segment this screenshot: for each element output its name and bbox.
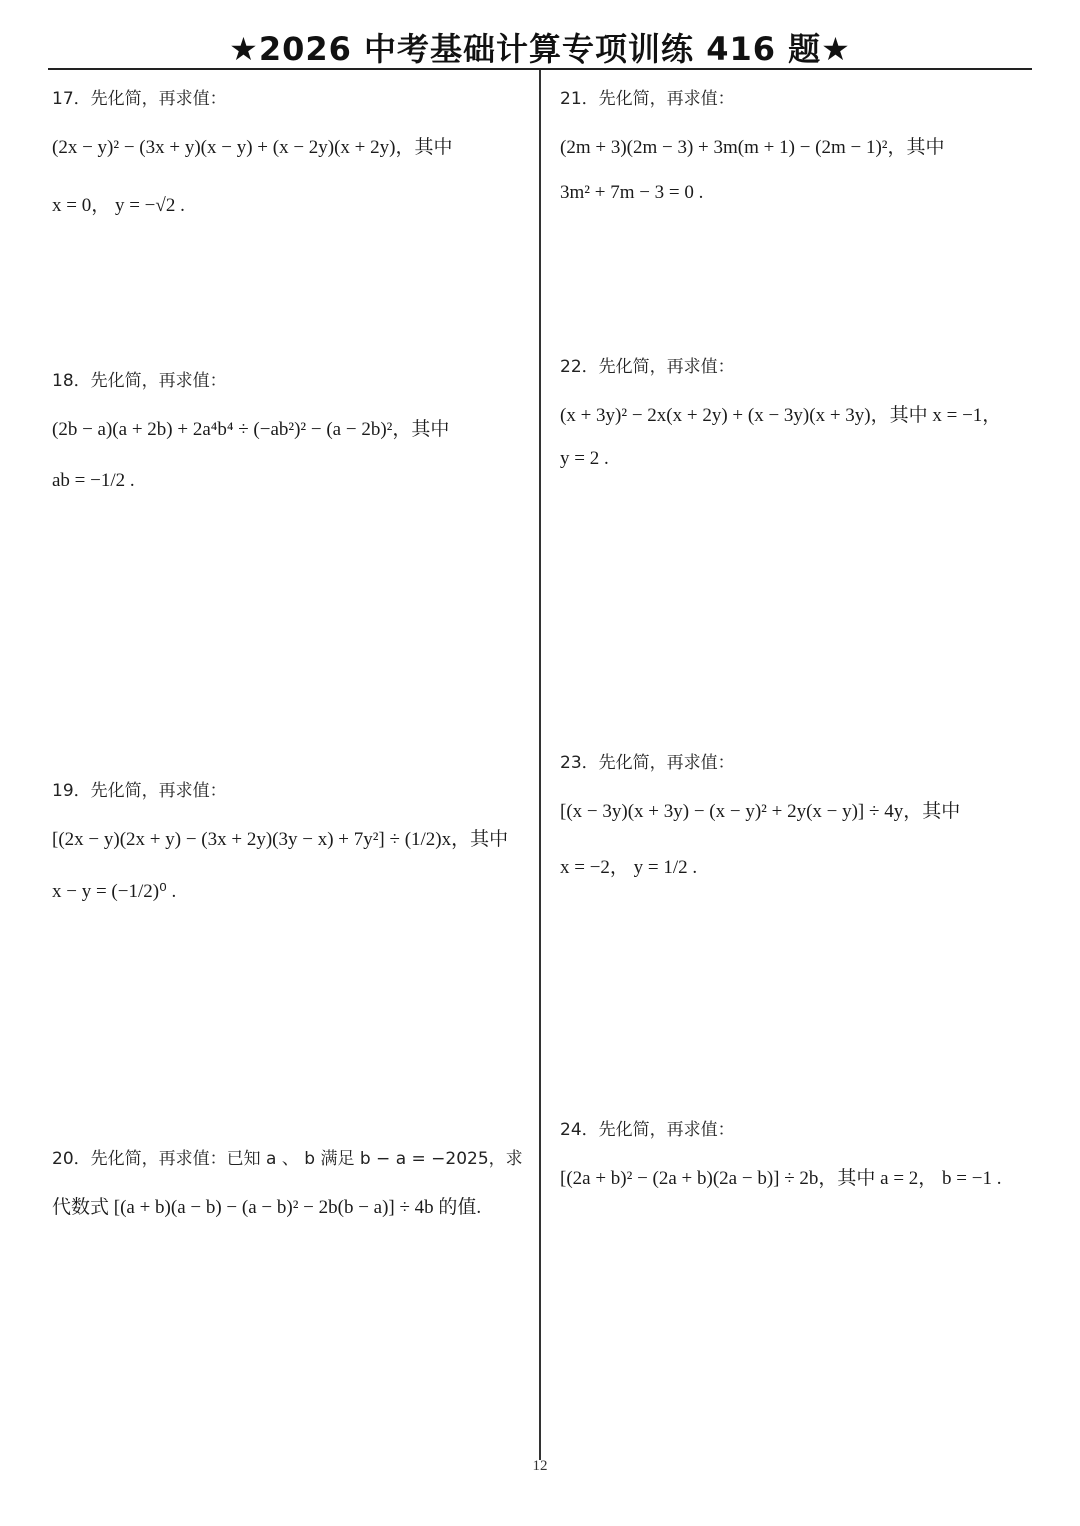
problem-expression: (2x − y)² − (3x + y)(x − y) + (x − 2y)(x + 2y)，其中: [52, 137, 453, 158]
problem-heading: 18．先化简，再求值：: [52, 371, 227, 391]
problem-heading: 17．先化简，再求值：: [52, 89, 227, 109]
problem-heading: 20．先化简，再求值：已知 a 、 b 满足 b − a = −2025，求: [52, 1149, 523, 1169]
problem-expression: (x + 3y)² − 2x(x + 2y) + (x − 3y)(x + 3y)，其中 x = −1，: [560, 405, 1002, 426]
column-divider: [539, 70, 541, 1460]
problem-condition: x = −2， y = 1/2 .: [560, 857, 698, 878]
problem-condition: 3m² + 7m − 3 = 0 .: [560, 182, 704, 203]
problem-expression: (2b − a)(a + 2b) + 2a⁴b⁴ ÷ (−ab²)² − (a − 2b)²，其中: [52, 419, 450, 440]
problem-heading: 22．先化简，再求值：: [560, 357, 735, 377]
page-number: 12: [532, 1458, 548, 1474]
problem-condition: x − y = (−1/2)⁰ .: [52, 881, 177, 902]
problem-heading: 19．先化简，再求值：: [52, 781, 227, 801]
problem-expression: 代数式 [(a + b)(a − b) − (a − b)² − 2b(b − a)] ÷ 4b 的值.: [52, 1197, 482, 1218]
problem-condition: ab = −1/2 .: [52, 470, 135, 491]
problem-heading: 23．先化简，再求值：: [560, 753, 735, 773]
problem-condition: x = 0， y = −√2 .: [52, 195, 185, 216]
problem-heading: 21．先化简，再求值：: [560, 89, 735, 109]
problem-expression: (2m + 3)(2m − 3) + 3m(m + 1) − (2m − 1)²，其中: [560, 137, 945, 158]
problem-expression: [(2a + b)² − (2a + b)(2a − b)] ÷ 2b，其中 a = 2， b = −1 .: [560, 1168, 1002, 1189]
problem-condition: y = 2 .: [560, 448, 609, 469]
document-title: ★2026 中考基础计算专项训练 416 题★: [229, 30, 851, 68]
problem-expression: [(2x − y)(2x + y) − (3x + 2y)(3y − x) + 7y²] ÷ (1/2)x，其中: [52, 829, 509, 850]
problem-expression: [(x − 3y)(x + 3y) − (x − y)² + 2y(x − y)] ÷ 4y，其中: [560, 801, 961, 822]
problem-heading: 24．先化简，再求值：: [560, 1120, 735, 1140]
